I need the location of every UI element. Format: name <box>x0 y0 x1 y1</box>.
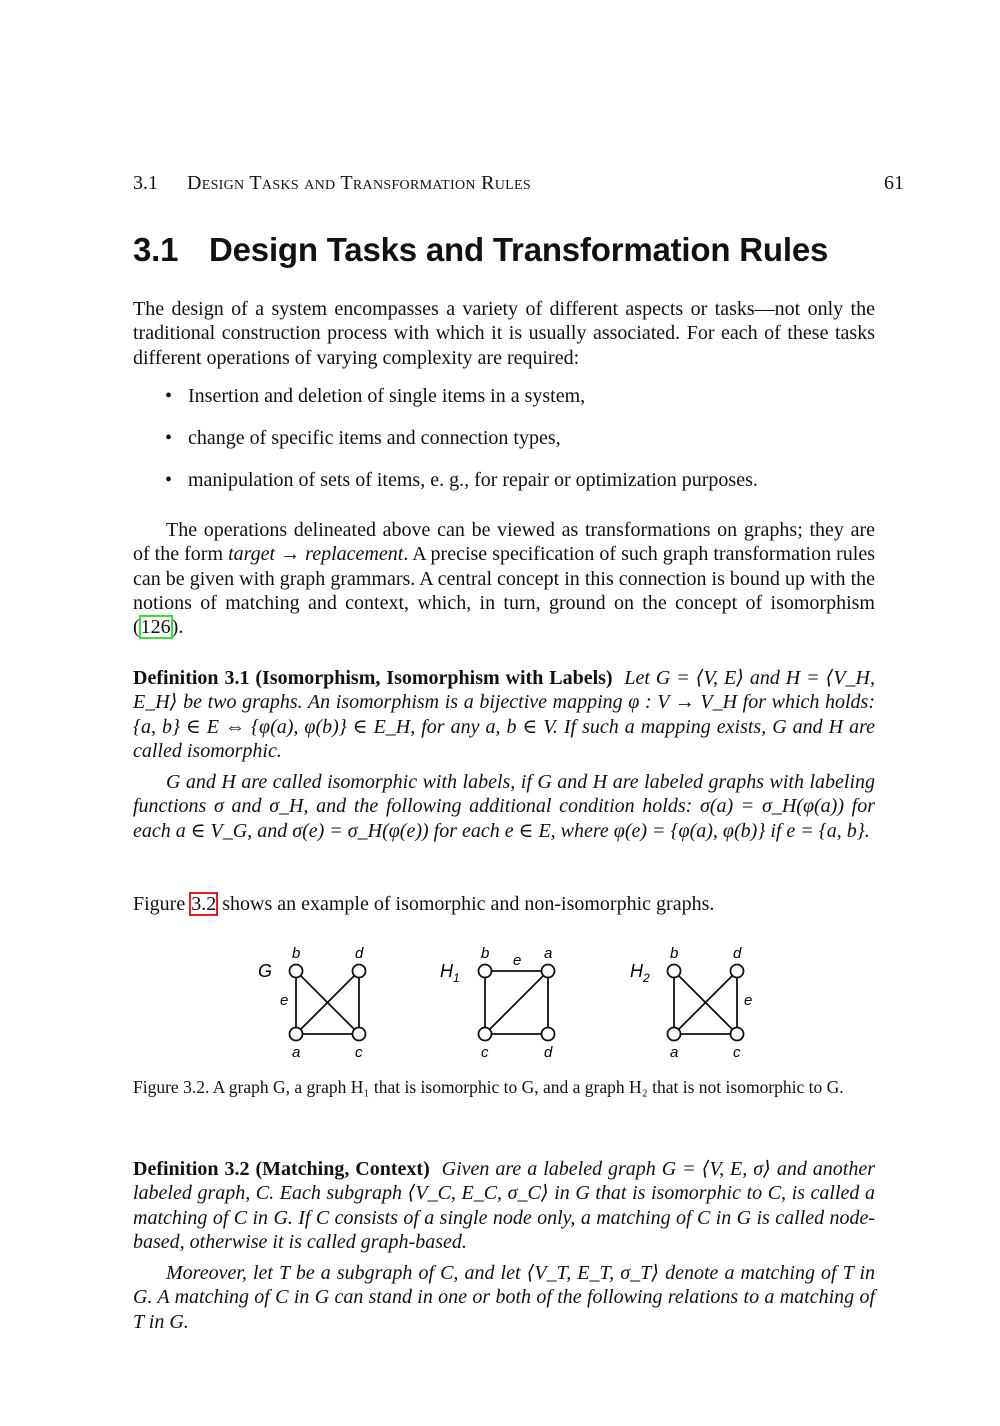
definition-3-2-text <box>133 1157 875 1254</box>
list-item <box>165 385 585 408</box>
citation-link[interactable]: 126 <box>140 616 171 639</box>
list-item-text: manipulation of sets of items, e. g., for repair or optimization purposes. <box>188 469 758 491</box>
list-item <box>165 469 758 492</box>
graph-node <box>290 1028 303 1041</box>
figure-reference-text <box>133 892 875 916</box>
running-header <box>133 172 904 200</box>
definition-3-2-continuation: Moreover, let T be a subgraph of C, and let ⟨V_T, E_T, σ_T⟩ denote a matching of T in G. A matching of C in G can stand in one or both of the following relations to a matching of T in G. <box>133 1262 875 1333</box>
definition-3-1-body: Let G = ⟨V, E⟩ and H = ⟨V_H, E_H⟩ be two graphs. An isomorphism is a bijective mapping φ : V → V_H for which holds: {a, b} ∈ E ⇔ {φ(a), φ(b)} ∈ E_H, for any a, b ∈ V. If such a mapping exists, G and H are called isomorphic. <box>133 667 875 762</box>
target-replacement-term: target → replacement <box>228 543 404 566</box>
bullet-icon: • <box>165 427 173 449</box>
graph-node <box>731 965 744 978</box>
graph-name: G <box>258 961 273 981</box>
header-section-number: 3.1 <box>133 172 158 194</box>
section-heading <box>133 231 828 269</box>
para-text-part: Figure <box>133 893 191 915</box>
bullet-icon: • <box>165 469 173 491</box>
section-heading-number: 3.1 <box>133 231 179 268</box>
definition-3-2 <box>133 1157 875 1334</box>
list-item <box>165 427 561 450</box>
edge-label: e <box>280 992 289 1009</box>
definition-3-1-title: Definition 3.1 (Isomorphism, Isomorphism with Labels) <box>133 667 613 689</box>
figure-reference-paragraph <box>133 892 875 916</box>
graph-node <box>668 1028 681 1041</box>
para-text-part: shows an example of isomorphic and non-isomorphic graphs. <box>217 893 715 915</box>
node-label: d <box>733 945 742 962</box>
graph-name-subscript: 1 <box>453 971 460 985</box>
node-label: c <box>481 1044 489 1061</box>
node-label: d <box>544 1044 553 1061</box>
graph-node <box>542 965 555 978</box>
intro-paragraph <box>133 297 875 370</box>
graph-node <box>290 965 303 978</box>
graph-node <box>542 1028 555 1041</box>
section-heading-title: Design Tasks and Transformation Rules <box>209 231 829 268</box>
node-label: a <box>544 945 553 962</box>
definition-3-1-labels: G and H are called isomorphic with labels, if G and H are labeled graphs with labeling functions σ and σ_H, and the following additional condition holds: σ(a) = σ_H(φ(a)) for each a ∈ V_G, and σ(e) = σ_H(φ(e)) for each e ∈ E, where φ(e) = {φ(a), φ(b)} if e = {a, b}. <box>133 771 875 842</box>
definition-3-1-text <box>133 666 875 763</box>
figure-3-2 <box>240 938 780 1066</box>
intro-text: The design of a system encompasses a variety of different aspects or tasks—not only the traditional construction process with which it is usually associated. For each of these tasks different operations of varying complexity are required: <box>133 298 875 369</box>
graph-name-main: H <box>440 961 453 981</box>
node-label: b <box>481 945 490 962</box>
page-number: 61 <box>884 172 904 194</box>
graph-name <box>440 961 460 985</box>
graph-node <box>731 1028 744 1041</box>
graph-node <box>668 965 681 978</box>
para-text-part: . A precise specification of such graph transformation rules can be given with graph grammars. A central concept in this connection is bound up with the notions of matching and context, which, in turn, ground on the concept of isomorphism ( <box>133 543 876 639</box>
para-text-part: The operations delineated above can be viewed as transformations on graphs; they are of the form <box>133 519 875 566</box>
node-label: a <box>292 1044 301 1061</box>
node-label: a <box>670 1044 679 1061</box>
para-text-part: ). <box>171 616 184 639</box>
node-label: d <box>355 945 364 962</box>
definition-3-2-body: Given are a labeled graph G = ⟨V, E, σ⟩ and another labeled graph, C. Each subgraph ⟨V_C, E_C, σ_C⟩ in G that is isomorphic to C, is called a matching of C in G. If C consists of a single node only, a matching of C in G is called node-based, otherwise it is called graph-based. <box>133 1158 875 1253</box>
definition-3-1 <box>133 666 875 843</box>
figure-link[interactable]: 3.2 <box>191 893 217 915</box>
graph-h1 <box>479 965 555 1041</box>
bullet-icon: • <box>165 385 173 407</box>
node-label: b <box>292 945 301 962</box>
list-item-text: Insertion and deletion of single items in a system, <box>188 385 586 407</box>
figure-caption: Figure 3.2. A graph G, a graph H₁ that is isomorphic to G, and a graph H₂ that is not isomorphic to G. <box>133 1077 844 1097</box>
transformations-text <box>133 518 875 639</box>
edge-label: e <box>744 992 753 1009</box>
graph-node <box>353 965 366 978</box>
edge-label: e <box>513 952 522 969</box>
list-item-text: change of specific items and connection types, <box>188 427 561 449</box>
header-section-title: Design Tasks and Transformation Rules <box>187 172 531 194</box>
definition-3-2-title: Definition 3.2 (Matching, Context) <box>133 1158 430 1180</box>
graph-name <box>630 961 650 985</box>
graph-edge <box>485 971 548 1034</box>
node-label: b <box>670 945 679 962</box>
graph-name-subscript: 2 <box>643 971 650 985</box>
graph-h2 <box>668 965 744 1041</box>
graph-node <box>479 965 492 978</box>
node-label: c <box>355 1044 363 1061</box>
graph-name-main: H <box>630 961 643 981</box>
graph-node <box>479 1028 492 1041</box>
transformations-paragraph <box>133 518 875 639</box>
graph-node <box>353 1028 366 1041</box>
graph-g <box>290 965 366 1041</box>
node-label: c <box>733 1044 741 1061</box>
